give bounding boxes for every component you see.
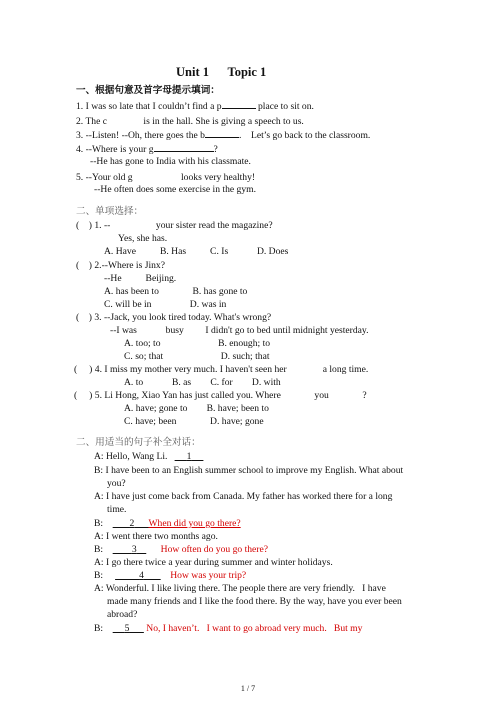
answer-text: No, I haven’t. I want to go abroad very much. But my (146, 623, 363, 634)
dialog-line: A: I go there twice a year during summer and winter holidays. (94, 557, 333, 568)
s1-item-2: 2. The c is in the hall. She is giving a speech to us. (76, 116, 304, 127)
s2-line: C. so; that D. such; that (124, 351, 270, 362)
s2-line: ( ) 1. -- your sister read the magazine? (76, 220, 273, 231)
dialog-line: A: I have just come back from Canada. My father has worked there for a long (94, 491, 393, 502)
s1-item-3: 3. --Listen! --Oh, there goes the b . Let’s go back to the classroom. (76, 130, 371, 141)
s2-line: A. too; to B. enough; to (124, 338, 271, 349)
s2-line: A. has been to B. has gone to (104, 286, 248, 297)
dialog-line: A: Wonderful. I like living there. The people there are very friendly. I have (94, 583, 386, 594)
answer-blank[interactable] (154, 142, 214, 152)
dialog-line: B: I have been to an English summer school to improve my English. What about (94, 465, 404, 476)
blank-number[interactable]: 5 (124, 623, 130, 634)
answer-blank[interactable] (133, 170, 179, 180)
s2-line: ( ) 3. --Jack, you look tired today. What's wrong? (76, 312, 272, 323)
s2-line: ( ) 4. I miss my mother very much. I haven't seen her a long time. (74, 364, 369, 375)
s2-line: A. to B. as C. for D. with (124, 377, 281, 388)
section1-heading: 一、根据句意及首字母提示填词： (76, 85, 220, 96)
dialog-line: A: Hello, Wang Li. 1 (94, 451, 203, 463)
blank-number[interactable]: 4 (139, 570, 144, 581)
section3-heading: 二、用适当的句子补全对话： (76, 437, 201, 448)
section2-heading: 二、单项选择： (76, 206, 144, 217)
s2-line: ( ) 2.--Where is Jinx? (76, 260, 165, 271)
s1-item-5: 5. --Your old g looks very healthy! (76, 172, 256, 183)
answer-text: When did you go there? (148, 518, 241, 529)
s2-line: A. have; gone to B. have; been to (124, 403, 269, 414)
dialog-line: A: I went there two months ago. (94, 531, 218, 542)
s2-line: --He Beijing. (104, 273, 177, 284)
s2-line: C. will be in D. was in (104, 299, 227, 310)
s1-item-4: 4. --Where is your g ? (76, 144, 218, 155)
dialog-line: B: 3 How often do you go there? (94, 544, 269, 555)
page-title: Unit 1 Topic 1 (176, 65, 267, 79)
page-number: 1 / 7 (240, 684, 256, 693)
s1-item-1: 1. I was so late that I couldn’t find a p place to sit on. (76, 101, 314, 112)
dialog-line: abroad? (107, 609, 138, 620)
answer-text: How was your trip? (170, 570, 247, 581)
s2-line: --I was busy I didn't go to bed until midnight yesterday. (110, 325, 369, 336)
dialog-line: B: 5 No, I haven’t. I want to go abroad very much. But my (94, 623, 363, 634)
answer-text: How often do you go there? (160, 544, 269, 555)
dialog-line: time. (107, 504, 127, 515)
answer-blank[interactable] (222, 99, 256, 109)
dialog-line: you? (107, 478, 126, 489)
dialog-line: made many friends and I like the food there. By the way, have you ever been (107, 596, 402, 607)
s2-line: C. have; been D. have; gone (124, 416, 264, 427)
answer-blank[interactable] (205, 128, 239, 138)
s2-line: Yes, she has. (118, 233, 168, 244)
dialog-line: B: 4 How was your trip? (94, 570, 247, 581)
dialog-line: B: 2 When did you go there? (94, 518, 241, 529)
s2-line: ( ) 5. Li Hong, Xiao Yan has just called you. Where you ? (74, 390, 367, 401)
blank-number[interactable]: 1 (186, 451, 192, 462)
blank-number[interactable]: 2 (129, 518, 135, 529)
s2-line: A. Have B. Has C. Is D. Does (104, 246, 289, 257)
answer-blank[interactable] (107, 114, 141, 124)
s1-item-5-reply: --He often does some exercise in the gym. (94, 184, 256, 195)
s1-item-4-reply: --He has gone to India with his classmate. (90, 156, 251, 167)
blank-number[interactable]: 3 (131, 544, 137, 555)
